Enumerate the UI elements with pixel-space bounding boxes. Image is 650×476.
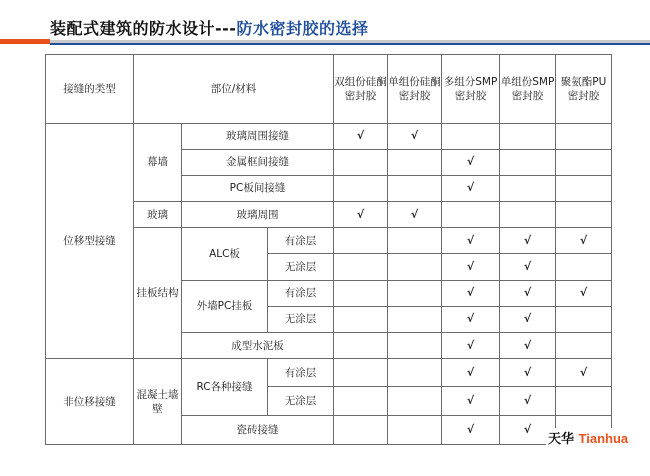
group-displacement: 位移型接缝 [46, 123, 134, 359]
sealant-table [45, 54, 612, 445]
check-cell [388, 415, 442, 444]
check-cell [442, 123, 500, 149]
check-cell [334, 175, 388, 201]
row-label: PC板间接缝 [182, 175, 334, 201]
check-cell: √ [442, 359, 500, 387]
check-cell [388, 149, 442, 175]
table-header-row [46, 55, 612, 124]
check-cell [500, 202, 556, 228]
row-label: 无涂层 [268, 387, 334, 415]
header-location: 部位/材料 [134, 55, 334, 124]
check-cell [334, 254, 388, 280]
check-cell: √ [500, 359, 556, 387]
check-cell [556, 333, 612, 359]
check-cell [556, 123, 612, 149]
check-cell [556, 202, 612, 228]
row-label: 玻璃周围接缝 [182, 123, 334, 149]
logo-en: Tianhua [578, 431, 629, 446]
check-cell [334, 149, 388, 175]
check-cell [500, 175, 556, 201]
row-label: 瓷砖接缝 [182, 415, 334, 444]
title-underline-blue [50, 43, 650, 45]
check-cell [500, 149, 556, 175]
check-cell [388, 175, 442, 201]
group-rc: RC各种接缝 [182, 359, 268, 415]
header-sealant: 双组份硅酮密封胶 [334, 55, 388, 124]
check-cell [556, 149, 612, 175]
check-cell [388, 280, 442, 306]
check-cell [388, 387, 442, 415]
header-sealant: 聚氨酯PU密封胶 [556, 55, 612, 124]
check-cell: √ [334, 123, 388, 149]
check-cell [442, 202, 500, 228]
check-cell: √ [442, 387, 500, 415]
check-cell [388, 254, 442, 280]
check-cell: √ [442, 149, 500, 175]
header-joint-type: 接缝的类型 [46, 55, 134, 124]
check-cell: √ [442, 306, 500, 332]
check-cell [556, 306, 612, 332]
header-sealant: 单组份SMP密封胶 [500, 55, 556, 124]
check-cell: √ [556, 359, 612, 387]
page-title [50, 16, 368, 39]
row-label: 玻璃周围 [182, 202, 334, 228]
title-accent-bar [0, 39, 50, 44]
check-cell: √ [500, 254, 556, 280]
row-label: 金属框间接缝 [182, 149, 334, 175]
check-cell: √ [388, 123, 442, 149]
table-row [46, 123, 612, 149]
check-cell: √ [442, 175, 500, 201]
header-sealant: 单组份硅酮密封胶 [388, 55, 442, 124]
check-cell [334, 280, 388, 306]
check-cell [334, 359, 388, 387]
row-label: 有涂层 [268, 280, 334, 306]
row-label: 有涂层 [268, 359, 334, 387]
group-pc-panel: 外墙PC挂板 [182, 280, 268, 332]
group-non-displacement: 非位移接缝 [46, 359, 134, 445]
group-concrete: 混凝土墙壁 [134, 359, 182, 445]
logo-cn: 天华 [548, 432, 575, 447]
check-cell: √ [500, 280, 556, 306]
table-row [46, 359, 612, 387]
check-cell: √ [442, 333, 500, 359]
tianhua-logo [546, 428, 630, 447]
check-cell: √ [500, 333, 556, 359]
row-label: 成型水泥板 [182, 333, 334, 359]
header-sealant: 多组分SMP密封胶 [442, 55, 500, 124]
check-cell [334, 306, 388, 332]
group-panel: 挂板结构 [134, 228, 182, 359]
check-cell [388, 228, 442, 254]
check-cell: √ [500, 415, 556, 444]
check-cell [334, 415, 388, 444]
check-cell [388, 306, 442, 332]
row-label: 有涂层 [268, 228, 334, 254]
check-cell: √ [442, 280, 500, 306]
check-cell: √ [556, 228, 612, 254]
check-cell [556, 175, 612, 201]
check-cell [556, 387, 612, 415]
check-cell: √ [500, 306, 556, 332]
check-cell: √ [442, 228, 500, 254]
check-cell [388, 333, 442, 359]
row-label: 无涂层 [268, 306, 334, 332]
check-cell: √ [388, 202, 442, 228]
check-cell: √ [442, 415, 500, 444]
group-curtain-wall: 幕墙 [134, 123, 182, 202]
check-cell: √ [556, 280, 612, 306]
check-cell [334, 333, 388, 359]
check-cell: √ [334, 202, 388, 228]
check-cell [334, 387, 388, 415]
check-cell: √ [442, 254, 500, 280]
check-cell [556, 254, 612, 280]
page-title-sub: 防水密封胶的选择 [236, 19, 369, 38]
page-title-main: 装配式建筑的防水设计--- [50, 19, 237, 38]
check-cell [500, 123, 556, 149]
check-cell: √ [500, 228, 556, 254]
check-cell [334, 228, 388, 254]
group-glass: 玻璃 [134, 202, 182, 228]
row-label: 无涂层 [268, 254, 334, 280]
check-cell: √ [500, 387, 556, 415]
check-cell [388, 359, 442, 387]
group-alc: ALC板 [182, 228, 268, 280]
